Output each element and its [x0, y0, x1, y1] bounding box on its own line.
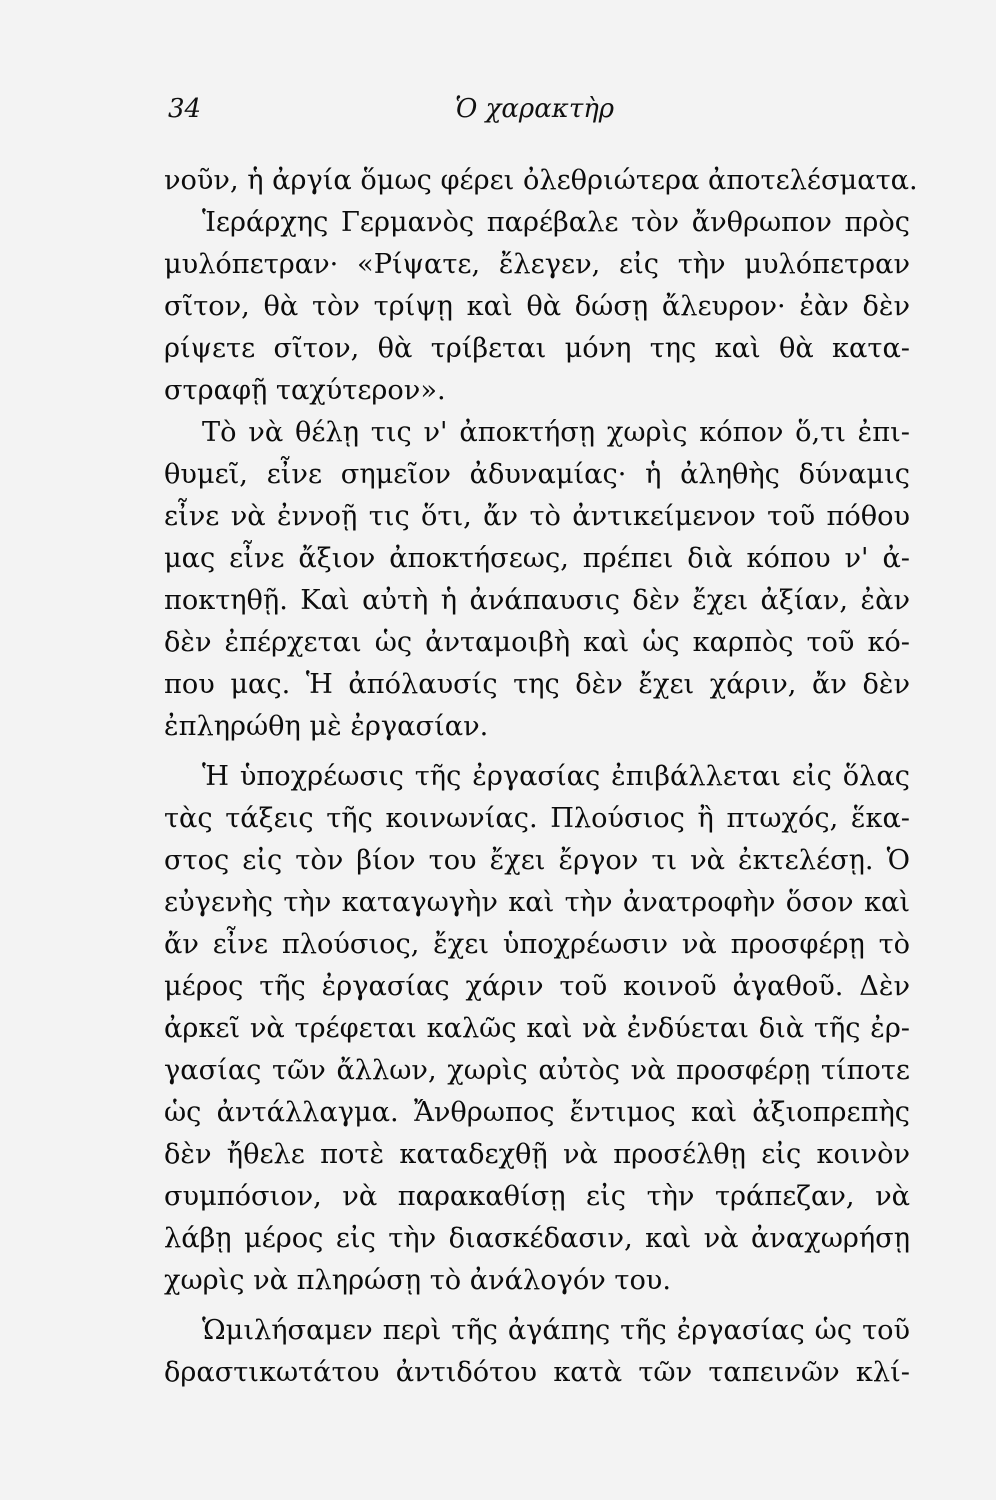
text-line: δραστικωτάτου ἀντιδότου κατὰ τῶν ταπεινῶν κλί- — [164, 1357, 910, 1388]
text-line: Ἱεράρχης Γερμανὸς παρέβαλε τὸν ἄνθρωπον πρὸς — [202, 207, 910, 238]
text-line: νοῦν, ἡ ἀργία ὅμως φέρει ὀλεθριώτερα ἀποτελέσματα. — [164, 165, 918, 196]
text-line: μας εἶνε ἄξιον ἀποκτήσεως, πρέπει διὰ κόπου ν' ἀ- — [164, 543, 910, 574]
text-line: θυμεῖ, εἶνε σημεῖον ἀδυναμίας· ἡ ἀληθὴς δύναμις — [164, 459, 910, 490]
text-line: εὐγενὴς τὴν καταγωγὴν καὶ τὴν ἀνατροφὴν ὅσον καὶ — [164, 887, 910, 918]
text-line: λάβῃ μέρος εἰς τὴν διασκέδασιν, καὶ νὰ ἀναχωρήσῃ — [164, 1223, 910, 1254]
text-line: ὡς ἀντάλλαγμα. Ἄνθρωπος ἔντιμος καὶ ἀξιοπρεπὴς — [164, 1097, 910, 1128]
text-line: ποκτηθῇ. Καὶ αὐτὴ ἡ ἀνάπαυσις δὲν ἔχει ἀξίαν, ἐὰν — [164, 585, 910, 616]
running-head: Ὁ χαρακτὴρ — [455, 94, 615, 124]
text-line: Τὸ νὰ θέλῃ τις ν' ἀποκτήσῃ χωρὶς κόπον ὅ,τι ἐπι- — [202, 417, 910, 448]
text-line: δὲν ἤθελε ποτὲ καταδεχθῇ νὰ προσέλθῃ εἰς κοινὸν — [164, 1139, 910, 1170]
text-line: Ὡμιλήσαμεν περὶ τῆς ἀγάπης τῆς ἐργασίας ὡς τοῦ — [202, 1315, 910, 1346]
page-number: 34 — [168, 94, 202, 124]
text-line: στραφῇ ταχύτερον». — [164, 375, 446, 406]
text-line: συμπόσιον, νὰ παρακαθίσῃ εἰς τὴν τράπεζαν, νὰ — [164, 1181, 910, 1212]
text-line: ἀρκεῖ νὰ τρέφεται καλῶς καὶ νὰ ἐνδύεται διὰ τῆς ἐρ- — [164, 1013, 910, 1044]
text-line: δὲν ἐπέρχεται ὡς ἀνταμοιβὴ καὶ ὡς καρπὸς τοῦ κό- — [164, 627, 910, 658]
text-line: ἄν εἶνε πλούσιος, ἔχει ὑποχρέωσιν νὰ προσφέρῃ τὸ — [164, 929, 910, 960]
text-line: χωρὶς νὰ πληρώσῃ τὸ ἀνάλογόν του. — [164, 1265, 671, 1296]
text-line: εἶνε νὰ ἐννοῇ τις ὅτι, ἄν τὸ ἀντικείμενον τοῦ πόθου — [164, 501, 910, 532]
text-line: τὰς τάξεις τῆς κοινωνίας. Πλούσιος ἢ πτωχός, ἕκα- — [164, 803, 910, 834]
text-line: στος εἰς τὸν βίον του ἔχει ἔργον τι νὰ ἐκτελέσῃ. Ὁ — [164, 845, 910, 876]
text-line: μυλόπετραν· «Ρίψατε, ἔλεγεν, εἰς τὴν μυλόπετραν — [164, 249, 910, 280]
text-line: σῖτον, θὰ τὸν τρίψῃ καὶ θὰ δώσῃ ἄλευρον· ἐὰν δὲν — [164, 291, 910, 322]
text-line: μέρος τῆς ἐργασίας χάριν τοῦ κοινοῦ ἀγαθοῦ. Δὲν — [164, 971, 910, 1002]
text-line: Ἡ ὑποχρέωσις τῆς ἐργασίας ἐπιβάλλεται εἰς ὅλας — [202, 761, 910, 792]
text-line: γασίας τῶν ἄλλων, χωρὶς αὐτὸς νὰ προσφέρῃ τίποτε — [164, 1055, 910, 1086]
page-header — [168, 94, 908, 134]
text-line: που μας. Ἡ ἀπόλαυσίς της δὲν ἔχει χάριν, ἄν δὲν — [164, 669, 910, 700]
text-line: ἐπληρώθη μὲ ἐργασίαν. — [164, 711, 489, 742]
text-line: ρίψετε σῖτον, θὰ τρίβεται μόνη της καὶ θὰ κατα- — [164, 333, 910, 364]
body-text — [164, 160, 918, 1394]
